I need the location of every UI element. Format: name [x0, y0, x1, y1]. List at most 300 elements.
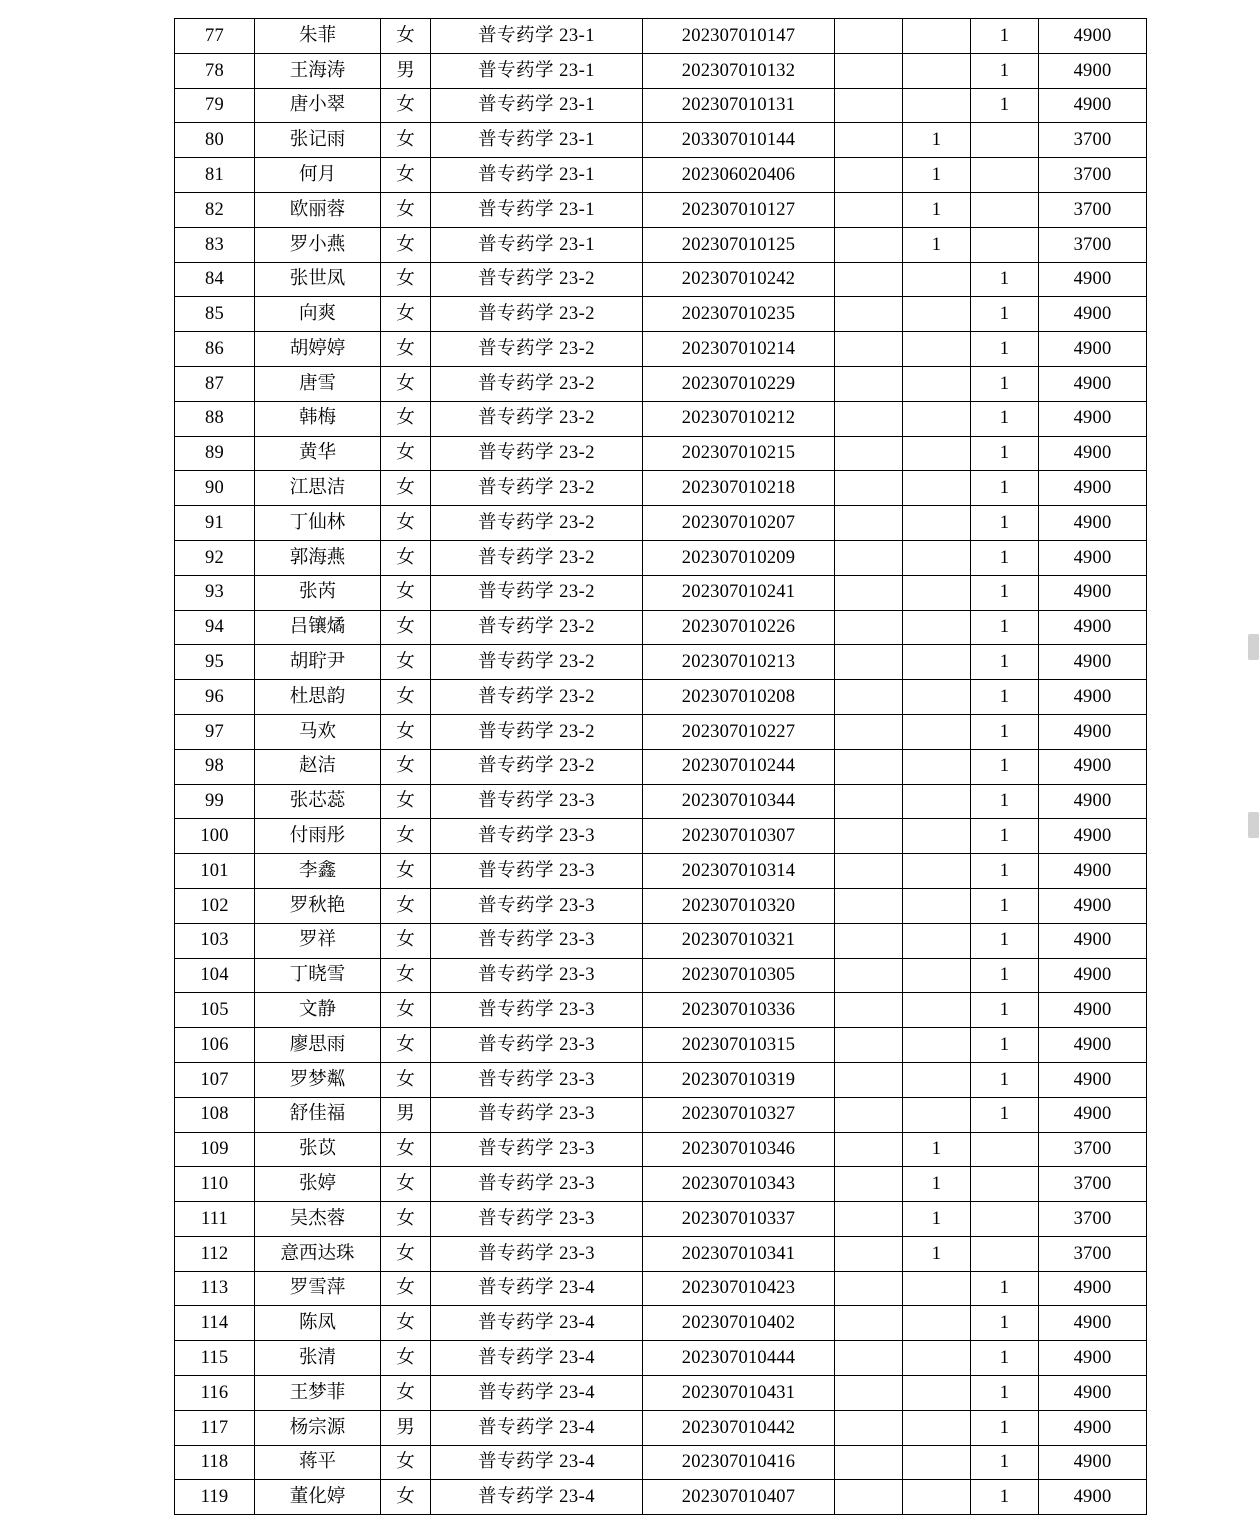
cell-mark-1 [835, 993, 903, 1028]
cell-class: 普专药学 23-2 [431, 401, 643, 436]
cell-mark-2: 1 [903, 1202, 971, 1237]
table-row [175, 53, 1147, 88]
cell-mark-1 [835, 1410, 903, 1445]
cell-name: 唐雪 [255, 366, 381, 401]
cell-sex: 女 [381, 714, 431, 749]
cell-mark-2: 1 [903, 1167, 971, 1202]
cell-mark-2: 1 [903, 123, 971, 158]
cell-name: 陈凤 [255, 1306, 381, 1341]
cell-class: 普专药学 23-2 [431, 366, 643, 401]
cell-name: 罗雪萍 [255, 1271, 381, 1306]
cell-mark-2 [903, 366, 971, 401]
table-row [175, 1376, 1147, 1411]
table-row [175, 575, 1147, 610]
cell-fee: 4900 [1039, 1410, 1147, 1445]
cell-mark-2 [903, 297, 971, 332]
cell-mark-1 [835, 1445, 903, 1480]
table-row [175, 819, 1147, 854]
cell-class: 普专药学 23-3 [431, 1236, 643, 1271]
cell-mark-1 [835, 1236, 903, 1271]
cell-mark-1 [835, 1097, 903, 1132]
cell-sex: 女 [381, 227, 431, 262]
cell-student-id: 202307010336 [643, 993, 835, 1028]
cell-mark-1 [835, 227, 903, 262]
cell-index: 87 [175, 366, 255, 401]
table-row [175, 123, 1147, 158]
cell-name: 罗小燕 [255, 227, 381, 262]
cell-student-id: 203307010144 [643, 123, 835, 158]
cell-mark-2 [903, 645, 971, 680]
cell-index: 119 [175, 1480, 255, 1515]
table-row [175, 88, 1147, 123]
table-row [175, 1271, 1147, 1306]
cell-mark-3: 1 [971, 471, 1039, 506]
cell-student-id: 202307010226 [643, 610, 835, 645]
cell-mark-3: 1 [971, 923, 1039, 958]
cell-name: 吴杰蓉 [255, 1202, 381, 1237]
cell-fee: 4900 [1039, 53, 1147, 88]
cell-fee: 4900 [1039, 506, 1147, 541]
cell-index: 106 [175, 1028, 255, 1063]
cell-mark-3: 1 [971, 332, 1039, 367]
cell-mark-3: 1 [971, 993, 1039, 1028]
cell-mark-3: 1 [971, 366, 1039, 401]
cell-sex: 女 [381, 1306, 431, 1341]
table-row [175, 1410, 1147, 1445]
cell-sex: 男 [381, 1410, 431, 1445]
cell-mark-2 [903, 749, 971, 784]
cell-sex: 女 [381, 1062, 431, 1097]
cell-name: 王海涛 [255, 53, 381, 88]
cell-class: 普专药学 23-1 [431, 19, 643, 54]
cell-mark-3 [971, 1202, 1039, 1237]
cell-class: 普专药学 23-1 [431, 227, 643, 262]
cell-mark-1 [835, 297, 903, 332]
table-row [175, 366, 1147, 401]
cell-mark-2 [903, 88, 971, 123]
cell-class: 普专药学 23-4 [431, 1376, 643, 1411]
cell-index: 77 [175, 19, 255, 54]
cell-fee: 4900 [1039, 1341, 1147, 1376]
cell-sex: 女 [381, 819, 431, 854]
cell-student-id: 202307010125 [643, 227, 835, 262]
cell-mark-3: 1 [971, 297, 1039, 332]
cell-sex: 女 [381, 1445, 431, 1480]
cell-class: 普专药学 23-2 [431, 262, 643, 297]
cell-class: 普专药学 23-2 [431, 332, 643, 367]
cell-index: 83 [175, 227, 255, 262]
cell-mark-2: 1 [903, 192, 971, 227]
cell-mark-1 [835, 436, 903, 471]
cell-index: 88 [175, 401, 255, 436]
cell-index: 89 [175, 436, 255, 471]
cell-mark-1 [835, 923, 903, 958]
cell-class: 普专药学 23-3 [431, 854, 643, 889]
cell-student-id: 202307010431 [643, 1376, 835, 1411]
roster-table-body [175, 19, 1147, 1515]
cell-mark-3: 1 [971, 1480, 1039, 1515]
cell-class: 普专药学 23-3 [431, 784, 643, 819]
cell-mark-1 [835, 332, 903, 367]
cell-index: 82 [175, 192, 255, 227]
cell-name: 吕镶燏 [255, 610, 381, 645]
table-row [175, 227, 1147, 262]
cell-mark-1 [835, 158, 903, 193]
cell-class: 普专药学 23-4 [431, 1445, 643, 1480]
cell-student-id: 202307010407 [643, 1480, 835, 1515]
table-row [175, 436, 1147, 471]
cell-mark-1 [835, 1341, 903, 1376]
cell-mark-1 [835, 1062, 903, 1097]
cell-mark-2 [903, 540, 971, 575]
cell-mark-2 [903, 401, 971, 436]
cell-name: 马欢 [255, 714, 381, 749]
table-row [175, 192, 1147, 227]
cell-student-id: 202307010127 [643, 192, 835, 227]
cell-name: 张芮 [255, 575, 381, 610]
cell-sex: 女 [381, 749, 431, 784]
cell-student-id: 202307010319 [643, 1062, 835, 1097]
cell-index: 109 [175, 1132, 255, 1167]
cell-mark-2 [903, 888, 971, 923]
cell-class: 普专药学 23-3 [431, 819, 643, 854]
cell-mark-2: 1 [903, 158, 971, 193]
cell-student-id: 202307010402 [643, 1306, 835, 1341]
table-row [175, 158, 1147, 193]
cell-mark-1 [835, 784, 903, 819]
cell-sex: 女 [381, 88, 431, 123]
cell-class: 普专药学 23-1 [431, 88, 643, 123]
table-row [175, 680, 1147, 715]
cell-mark-2 [903, 436, 971, 471]
cell-mark-1 [835, 888, 903, 923]
cell-sex: 女 [381, 262, 431, 297]
cell-class: 普专药学 23-3 [431, 923, 643, 958]
cell-class: 普专药学 23-1 [431, 192, 643, 227]
table-row [175, 1445, 1147, 1480]
cell-name: 张清 [255, 1341, 381, 1376]
cell-student-id: 202307010305 [643, 958, 835, 993]
cell-mark-2 [903, 1097, 971, 1132]
cell-student-id: 202306020406 [643, 158, 835, 193]
cell-sex: 女 [381, 436, 431, 471]
cell-student-id: 202307010209 [643, 540, 835, 575]
cell-mark-3: 1 [971, 401, 1039, 436]
cell-name: 江思洁 [255, 471, 381, 506]
cell-sex: 女 [381, 366, 431, 401]
cell-fee: 4900 [1039, 645, 1147, 680]
cell-index: 105 [175, 993, 255, 1028]
cell-fee: 3700 [1039, 1132, 1147, 1167]
scrollbar-thumb-upper[interactable] [1248, 634, 1259, 660]
cell-index: 113 [175, 1271, 255, 1306]
cell-fee: 4900 [1039, 1028, 1147, 1063]
cell-mark-1 [835, 262, 903, 297]
cell-name: 文静 [255, 993, 381, 1028]
cell-student-id: 202307010147 [643, 19, 835, 54]
cell-mark-3: 1 [971, 540, 1039, 575]
vertical-scrollbar[interactable] [1246, 0, 1260, 1524]
cell-index: 104 [175, 958, 255, 993]
cell-student-id: 202307010131 [643, 88, 835, 123]
cell-index: 93 [175, 575, 255, 610]
cell-student-id: 202307010218 [643, 471, 835, 506]
cell-class: 普专药学 23-4 [431, 1410, 643, 1445]
table-row [175, 1236, 1147, 1271]
table-row [175, 1062, 1147, 1097]
cell-index: 90 [175, 471, 255, 506]
cell-index: 96 [175, 680, 255, 715]
cell-mark-3: 1 [971, 680, 1039, 715]
table-row [175, 888, 1147, 923]
cell-mark-1 [835, 819, 903, 854]
cell-index: 95 [175, 645, 255, 680]
table-row [175, 332, 1147, 367]
cell-sex: 女 [381, 471, 431, 506]
cell-name: 张记雨 [255, 123, 381, 158]
cell-index: 112 [175, 1236, 255, 1271]
cell-student-id: 202307010343 [643, 1167, 835, 1202]
cell-fee: 3700 [1039, 158, 1147, 193]
cell-fee: 4900 [1039, 332, 1147, 367]
cell-class: 普专药学 23-3 [431, 958, 643, 993]
cell-sex: 女 [381, 610, 431, 645]
cell-class: 普专药学 23-2 [431, 297, 643, 332]
cell-mark-1 [835, 540, 903, 575]
cell-sex: 女 [381, 1480, 431, 1515]
cell-name: 廖思雨 [255, 1028, 381, 1063]
cell-mark-3: 1 [971, 749, 1039, 784]
cell-mark-2 [903, 610, 971, 645]
cell-mark-1 [835, 19, 903, 54]
cell-class: 普专药学 23-3 [431, 993, 643, 1028]
cell-sex: 女 [381, 680, 431, 715]
cell-name: 付雨彤 [255, 819, 381, 854]
cell-index: 114 [175, 1306, 255, 1341]
cell-mark-2 [903, 53, 971, 88]
cell-mark-3: 1 [971, 1097, 1039, 1132]
cell-mark-3: 1 [971, 1028, 1039, 1063]
cell-name: 张苡 [255, 1132, 381, 1167]
cell-index: 102 [175, 888, 255, 923]
cell-name: 杨宗源 [255, 1410, 381, 1445]
cell-student-id: 202307010416 [643, 1445, 835, 1480]
cell-fee: 4900 [1039, 1376, 1147, 1411]
cell-mark-1 [835, 1480, 903, 1515]
cell-name: 丁晓雪 [255, 958, 381, 993]
cell-fee: 4900 [1039, 297, 1147, 332]
cell-mark-2 [903, 923, 971, 958]
cell-fee: 4900 [1039, 819, 1147, 854]
cell-mark-2 [903, 1376, 971, 1411]
cell-index: 79 [175, 88, 255, 123]
cell-fee: 4900 [1039, 888, 1147, 923]
cell-mark-2 [903, 1028, 971, 1063]
cell-name: 张婷 [255, 1167, 381, 1202]
cell-sex: 女 [381, 123, 431, 158]
cell-mark-2: 1 [903, 227, 971, 262]
cell-mark-2 [903, 1271, 971, 1306]
cell-fee: 3700 [1039, 1167, 1147, 1202]
cell-class: 普专药学 23-2 [431, 471, 643, 506]
cell-name: 杜思韵 [255, 680, 381, 715]
cell-name: 罗秋艳 [255, 888, 381, 923]
cell-index: 118 [175, 1445, 255, 1480]
table-row [175, 297, 1147, 332]
cell-fee: 4900 [1039, 680, 1147, 715]
cell-mark-3: 1 [971, 1341, 1039, 1376]
cell-mark-1 [835, 714, 903, 749]
cell-mark-2 [903, 993, 971, 1028]
cell-name: 舒佳福 [255, 1097, 381, 1132]
cell-fee: 3700 [1039, 227, 1147, 262]
cell-index: 116 [175, 1376, 255, 1411]
cell-index: 85 [175, 297, 255, 332]
cell-student-id: 202307010207 [643, 506, 835, 541]
cell-mark-1 [835, 749, 903, 784]
cell-name: 张芯蕊 [255, 784, 381, 819]
cell-mark-3 [971, 1132, 1039, 1167]
cell-sex: 女 [381, 575, 431, 610]
cell-student-id: 202307010307 [643, 819, 835, 854]
cell-name: 李鑫 [255, 854, 381, 889]
cell-sex: 女 [381, 1341, 431, 1376]
cell-sex: 女 [381, 923, 431, 958]
cell-student-id: 202307010235 [643, 297, 835, 332]
cell-mark-1 [835, 88, 903, 123]
cell-mark-2 [903, 1410, 971, 1445]
cell-sex: 女 [381, 401, 431, 436]
cell-name: 蒋平 [255, 1445, 381, 1480]
cell-sex: 女 [381, 1132, 431, 1167]
table-row [175, 401, 1147, 436]
student-roster-table [174, 18, 1147, 1515]
cell-student-id: 202307010321 [643, 923, 835, 958]
cell-index: 115 [175, 1341, 255, 1376]
cell-class: 普专药学 23-1 [431, 123, 643, 158]
cell-student-id: 202307010442 [643, 1410, 835, 1445]
cell-class: 普专药学 23-4 [431, 1341, 643, 1376]
cell-mark-2 [903, 332, 971, 367]
cell-sex: 女 [381, 888, 431, 923]
cell-sex: 女 [381, 1202, 431, 1237]
cell-mark-2 [903, 506, 971, 541]
table-row [175, 784, 1147, 819]
cell-fee: 4900 [1039, 540, 1147, 575]
cell-name: 唐小翠 [255, 88, 381, 123]
cell-mark-2 [903, 1445, 971, 1480]
cell-mark-1 [835, 1202, 903, 1237]
cell-index: 111 [175, 1202, 255, 1237]
cell-sex: 女 [381, 158, 431, 193]
cell-class: 普专药学 23-4 [431, 1480, 643, 1515]
cell-class: 普专药学 23-4 [431, 1271, 643, 1306]
cell-fee: 3700 [1039, 192, 1147, 227]
cell-mark-2 [903, 1480, 971, 1515]
cell-fee: 4900 [1039, 1306, 1147, 1341]
cell-mark-3: 1 [971, 714, 1039, 749]
cell-mark-2 [903, 19, 971, 54]
cell-sex: 女 [381, 332, 431, 367]
cell-mark-1 [835, 680, 903, 715]
cell-fee: 4900 [1039, 923, 1147, 958]
cell-fee: 4900 [1039, 610, 1147, 645]
cell-mark-3 [971, 192, 1039, 227]
cell-student-id: 202307010341 [643, 1236, 835, 1271]
cell-fee: 4900 [1039, 366, 1147, 401]
cell-class: 普专药学 23-2 [431, 680, 643, 715]
cell-mark-3: 1 [971, 610, 1039, 645]
cell-class: 普专药学 23-3 [431, 1062, 643, 1097]
cell-index: 99 [175, 784, 255, 819]
cell-class: 普专药学 23-2 [431, 610, 643, 645]
cell-fee: 4900 [1039, 19, 1147, 54]
cell-index: 107 [175, 1062, 255, 1097]
table-row [175, 506, 1147, 541]
table-row [175, 645, 1147, 680]
cell-fee: 4900 [1039, 993, 1147, 1028]
cell-mark-2 [903, 1062, 971, 1097]
cell-name: 王梦菲 [255, 1376, 381, 1411]
cell-student-id: 202307010344 [643, 784, 835, 819]
cell-sex: 女 [381, 506, 431, 541]
table-row [175, 1202, 1147, 1237]
cell-fee: 4900 [1039, 575, 1147, 610]
cell-fee: 4900 [1039, 1271, 1147, 1306]
cell-student-id: 202307010227 [643, 714, 835, 749]
cell-sex: 女 [381, 784, 431, 819]
cell-class: 普专药学 23-3 [431, 1167, 643, 1202]
cell-mark-2 [903, 714, 971, 749]
cell-mark-3: 1 [971, 1271, 1039, 1306]
cell-sex: 女 [381, 993, 431, 1028]
cell-mark-3: 1 [971, 53, 1039, 88]
cell-class: 普专药学 23-3 [431, 1202, 643, 1237]
cell-index: 100 [175, 819, 255, 854]
cell-sex: 男 [381, 1097, 431, 1132]
cell-mark-1 [835, 401, 903, 436]
cell-student-id: 202307010213 [643, 645, 835, 680]
cell-mark-3: 1 [971, 1410, 1039, 1445]
cell-index: 94 [175, 610, 255, 645]
cell-student-id: 202307010320 [643, 888, 835, 923]
table-row [175, 1480, 1147, 1515]
cell-mark-1 [835, 1132, 903, 1167]
cell-student-id: 202307010214 [643, 332, 835, 367]
cell-mark-1 [835, 854, 903, 889]
cell-name: 意西达珠 [255, 1236, 381, 1271]
cell-fee: 3700 [1039, 1202, 1147, 1237]
cell-mark-1 [835, 1167, 903, 1202]
cell-mark-3: 1 [971, 1376, 1039, 1411]
table-row [175, 1341, 1147, 1376]
table-row [175, 749, 1147, 784]
table-row [175, 1028, 1147, 1063]
cell-fee: 4900 [1039, 1062, 1147, 1097]
cell-fee: 4900 [1039, 958, 1147, 993]
cell-student-id: 202307010212 [643, 401, 835, 436]
scrollbar-thumb-lower[interactable] [1248, 812, 1259, 838]
cell-student-id: 202307010337 [643, 1202, 835, 1237]
cell-mark-1 [835, 958, 903, 993]
cell-mark-3: 1 [971, 1062, 1039, 1097]
cell-student-id: 202307010241 [643, 575, 835, 610]
cell-mark-1 [835, 1028, 903, 1063]
cell-student-id: 202307010244 [643, 749, 835, 784]
cell-mark-2: 1 [903, 1236, 971, 1271]
cell-class: 普专药学 23-3 [431, 888, 643, 923]
cell-class: 普专药学 23-3 [431, 1028, 643, 1063]
